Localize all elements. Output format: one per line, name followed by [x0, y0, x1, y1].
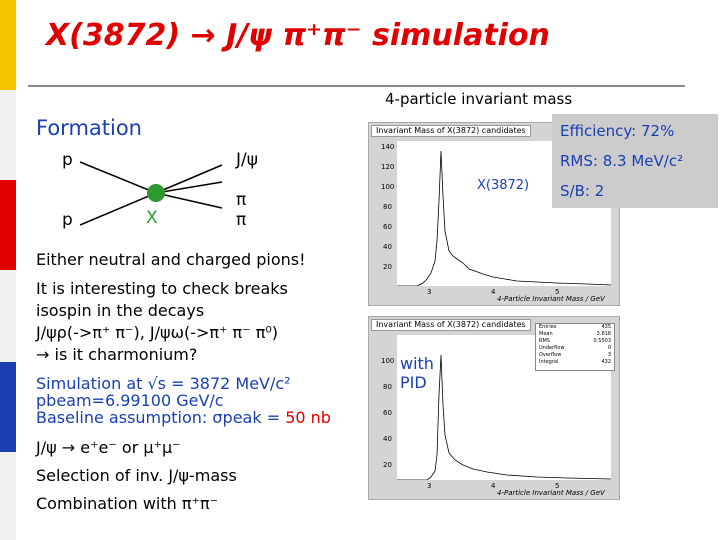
slide-title: X(3872) → J/ψ π⁺π⁻ simulation — [46, 18, 550, 53]
pion-bottom-label: π — [236, 210, 247, 230]
stat-key: Underflow — [539, 345, 565, 351]
decay-line: J/ψ → e⁺e⁻ or μ⁺μ⁻ — [36, 438, 181, 457]
bottom-ytick: 100 — [381, 357, 395, 365]
pion-top-label: π — [236, 190, 247, 210]
stat-key: RMS — [539, 338, 550, 344]
bottom-xtick: 4 — [491, 482, 496, 490]
sb-value: S/B: 2 — [560, 182, 605, 200]
pbeam-line: pbeam=6.99100 GeV/c — [36, 391, 224, 410]
formation-heading: Formation — [36, 116, 142, 140]
top-xtick: 5 — [555, 288, 560, 296]
bottom-xtick: 5 — [555, 482, 560, 490]
top-ytick: 120 — [381, 163, 395, 171]
sidebar-block-yellow — [0, 0, 16, 90]
isospin-line-1: It is interesting to check breaks — [36, 279, 288, 298]
stats-box — [535, 323, 615, 371]
proton-top-label: p — [62, 150, 73, 170]
bottom-xtick: 3 — [427, 482, 432, 490]
proton-bottom-label: p — [62, 210, 73, 230]
efficiency-value: Efficiency: 72% — [560, 122, 675, 140]
pid-label — [400, 354, 434, 392]
bottom-plot-title: Invariant Mass of X(3872) candidates — [371, 319, 531, 331]
baseline-prefix: Baseline assumption: σpeak = — [36, 408, 281, 427]
stat-value: 435 — [601, 324, 611, 330]
vertex-label: X — [146, 208, 158, 228]
sidebar-block-red — [0, 180, 16, 270]
top-ytick: 140 — [381, 143, 395, 151]
top-plot-title: Invariant Mass of X(3872) candidates — [371, 125, 531, 137]
top-ytick: 40 — [383, 243, 392, 251]
combination-line: Combination with π⁺π⁻ — [36, 494, 219, 513]
title-divider — [28, 85, 685, 87]
x3872-peak-label: X(3872) — [477, 178, 530, 193]
stat-value: 3.818 — [596, 331, 611, 337]
pid-label-line-2: PID — [400, 373, 427, 392]
vertex-dot — [147, 184, 165, 202]
top-xlabel: 4-Particle Invariant Mass / GeV — [497, 295, 605, 303]
bottom-ytick: 60 — [383, 409, 392, 417]
stat-key: Entries — [539, 324, 557, 330]
plot-subtitle: 4-particle invariant mass — [385, 90, 573, 108]
bottom-ytick: 80 — [383, 383, 392, 391]
results-box — [552, 114, 718, 208]
top-ytick: 20 — [383, 263, 392, 271]
top-ytick: 60 — [383, 223, 392, 231]
sidebar-decoration — [0, 0, 16, 540]
simulation-line: Simulation at √s = 3872 MeV/c² — [36, 374, 291, 393]
isospin-line-2: isospin in the decays — [36, 301, 205, 320]
top-xtick: 4 — [491, 288, 496, 296]
rms-value: RMS: 8.3 MeV/c² — [560, 152, 684, 170]
bottom-histogram — [368, 316, 620, 500]
stat-value: 0.5503 — [593, 338, 611, 344]
bottom-ytick: 40 — [383, 435, 392, 443]
pid-label-line-1: with — [400, 354, 434, 373]
stat-value: 3 — [607, 352, 611, 358]
bottom-xlabel: 4-Particle Invariant Mass / GeV — [497, 489, 605, 497]
pions-note: Either neutral and charged pions! — [36, 250, 306, 269]
stat-key: Mean — [539, 331, 553, 337]
isospin-line-3: J/ψρ(->π⁺ π⁻), J/ψω(->π⁺ π⁻ π⁰) — [36, 323, 278, 342]
baseline-value: 50 nb — [285, 408, 331, 427]
bottom-ytick: 20 — [383, 461, 392, 469]
stat-value: 0 — [607, 345, 611, 351]
stat-value: 432 — [601, 359, 611, 365]
stat-key: Overflow — [539, 352, 562, 358]
top-xtick: 3 — [427, 288, 432, 296]
selection-line: Selection of inv. J/ψ-mass — [36, 466, 237, 485]
isospin-line-4: → is it charmonium? — [36, 345, 198, 364]
formation-diagram — [40, 150, 310, 240]
stat-key: Integral — [539, 359, 559, 365]
top-ytick: 100 — [381, 183, 395, 191]
jpsi-label: J/ψ — [236, 150, 258, 170]
baseline-line — [36, 408, 331, 427]
top-ytick: 80 — [383, 203, 392, 211]
sidebar-block-blue — [0, 362, 16, 452]
